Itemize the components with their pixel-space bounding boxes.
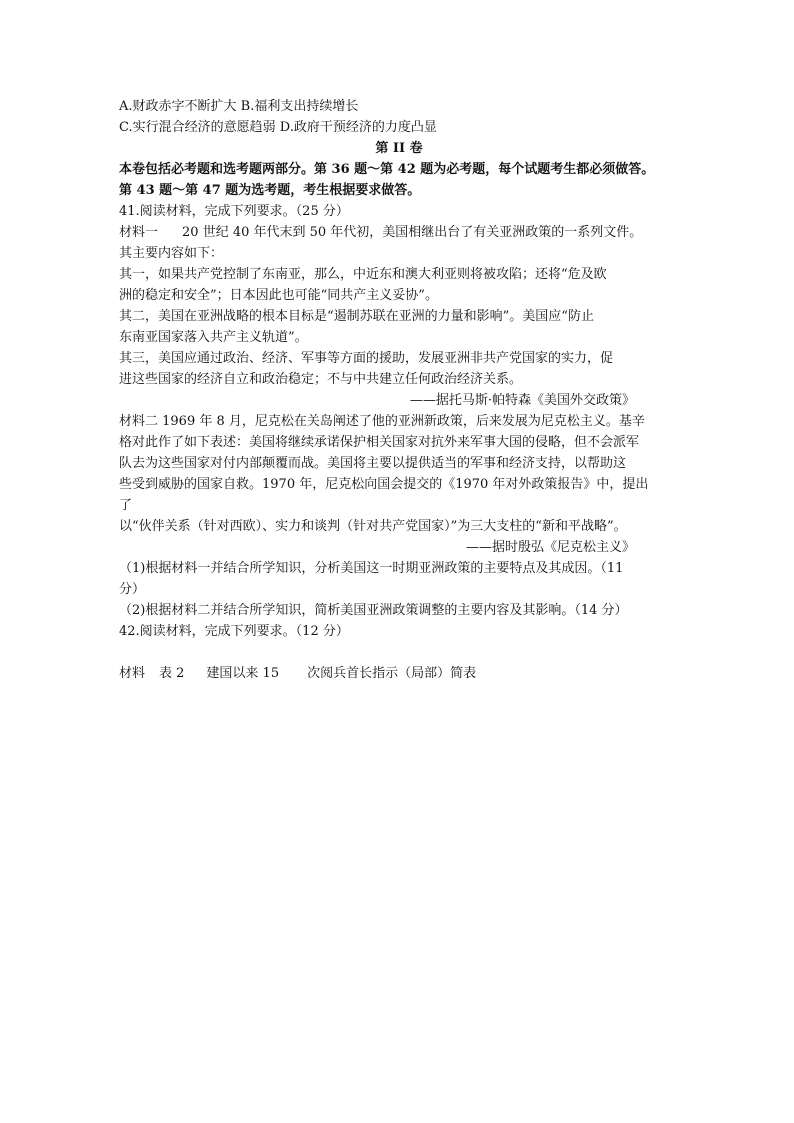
sub-question-2: （2)根据材料二并结合所学知识，简析美国亚洲政策调整的主要内容及其影响。（14 分） xyxy=(119,603,628,618)
material-1-line: 其主要内容如下： xyxy=(119,246,224,261)
option-line-cd: C.实行混合经济的意愿趋弱 D.政府干预经济的力度凸显 xyxy=(119,120,437,135)
document-body xyxy=(119,96,679,684)
material-1-first-line xyxy=(119,222,679,243)
material-2-line: 队去为这些国家对付内部颠覆而战。美国将主要以提供适当的军事和经济支持，以帮助这 xyxy=(119,456,627,471)
sub-question-1: （1)根据材料一并结合所学知识，分析美国这一时期亚洲政策的主要特点及其成因。（11 xyxy=(119,561,624,576)
material-1-line: 洲的稳定和安全”；日本因此也可能“同共产主义妥协”。 xyxy=(119,288,438,303)
sub-question-1-cont: 分） xyxy=(119,582,146,597)
table-caption-title: 次阅兵首长指示（局部）简表 xyxy=(307,666,477,681)
question-41-heading: 41.阅读材料，完成下列要求。（25 分） xyxy=(119,204,349,219)
material-2-source: ——据时殷弘《尼克松主义》 xyxy=(465,540,635,555)
blank-gap xyxy=(119,642,679,663)
material-1-line: 其三，美国应通过政治、经济、军事等方面的援助，发展亚洲非共产党国家的实力，促 xyxy=(119,351,614,366)
material-2-line: 以“伙伴关系（针对西欧）、实力和谈判（针对共产党国家）”为三大支柱的“新和平战略”。 xyxy=(119,519,627,534)
table-caption-part: 建国以来 15 xyxy=(206,666,280,681)
material-1-text: 20 世纪 40 年代末到 50 年代初，美国相继出台了有关亚洲政策的一系列文件。 xyxy=(182,225,643,240)
material-1-label: 材料一 xyxy=(119,225,159,240)
section-title: 第 II 卷 xyxy=(375,141,423,156)
material-label: 材料 xyxy=(119,666,146,681)
question-42-heading: 42.阅读材料，完成下列要求。（12 分） xyxy=(119,624,349,639)
material-2-line: 了 xyxy=(119,498,133,513)
table-caption xyxy=(119,663,679,684)
material-2-line: 材料二 1969 年 8 月，尼克松在关岛阐述了他的亚洲新政策，后来发展为尼克松主义。基辛 xyxy=(119,414,645,429)
option-line-ab: A.财政赤字不断扩大 B.福利支出持续增长 xyxy=(119,99,359,114)
section-instruction-1: 本卷包括必考题和选考题两部分。第 36 题～第 42 题为必考题，每个试题考生都必须做答。 xyxy=(119,162,655,177)
material-1-line: 东南亚国家落入共产主义轨道”。 xyxy=(119,330,308,345)
material-1-line: 其一，如果共产党控制了东南亚，那么，中近东和澳大利亚则将被攻陷；还将“危及欧 xyxy=(119,267,607,282)
material-2-line: 格对此作了如下表述：美国将继续承诺保护相关国家对抗外来军事大国的侵略，但不会派军 xyxy=(119,435,640,450)
material-1-source: ——据托马斯·帕特森《美国外交政策》 xyxy=(409,393,635,408)
material-2-line: 些受到威胁的国家自救。1970 年，尼克松向国会提交的《1970 年对外政策报告》中，提出 xyxy=(119,477,649,492)
material-1-line: 其二，美国在亚洲战略的根本目标是“遏制苏联在亚洲的力量和影响”。美国应“防止 xyxy=(119,309,594,324)
table-number: 表 2 xyxy=(159,666,185,681)
section-instruction-2: 第 43 题～第 47 题为选考题，考生根据要求做答。 xyxy=(119,183,421,198)
material-1-line: 进这些国家的经济自立和政治稳定；不与中共建立任何政治经济关系。 xyxy=(119,372,523,387)
